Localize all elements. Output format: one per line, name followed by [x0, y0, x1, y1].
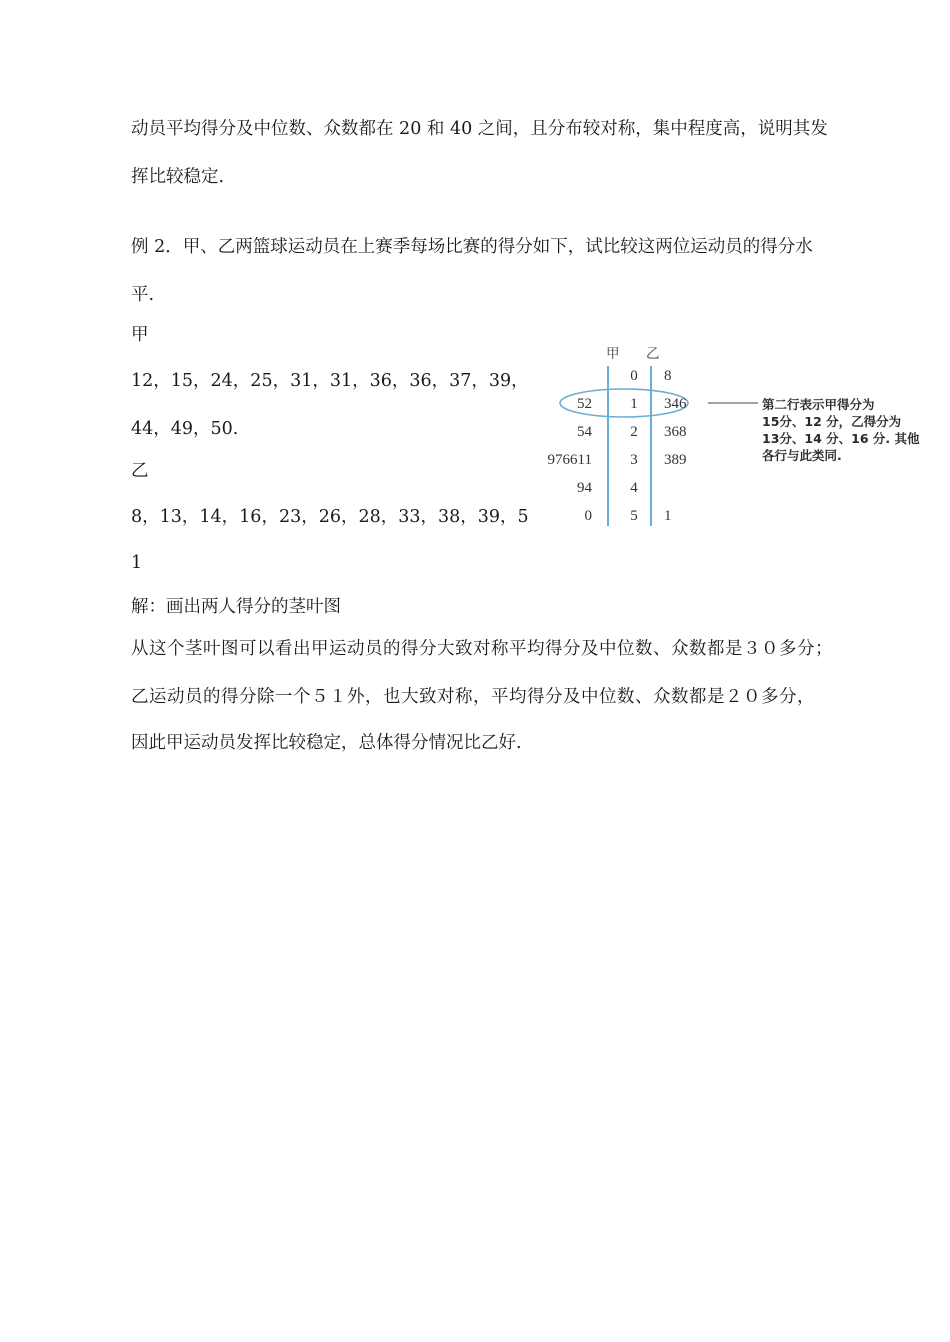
fig-header-jia: 甲 [606, 346, 620, 362]
paragraph-line: 挥比较稳定. [131, 167, 225, 187]
paragraph-line: 从这个茎叶图可以看出甲运动员的得分大致对称平均得分及中位数、众数都是３０多分； [131, 639, 833, 659]
leaf-jia: 94 [577, 480, 592, 496]
paragraph-line: 因此甲运动员发挥比较稳定，总体得分情况比乙好. [131, 733, 522, 753]
leaf-jia: 976611 [547, 452, 592, 468]
paragraph-line: 乙运动员的得分除一个５１外，也大致对称，平均得分及中位数、众数都是２０多分， [131, 687, 815, 707]
stem-digit: 2 [630, 424, 638, 440]
leaf-yi: 1 [664, 508, 672, 524]
leaf-yi: 389 [664, 452, 687, 468]
label-yi: 乙 [131, 461, 149, 481]
leaf-yi: 346 [664, 396, 687, 412]
note-line: 15分、12 分，乙得分为 [762, 414, 902, 429]
fig-header-yi: 乙 [646, 346, 660, 362]
label-jia: 甲 [131, 325, 149, 345]
stem-digit: 5 [630, 508, 638, 524]
stem-digit: 0 [630, 368, 638, 384]
paragraph-line: 动员平均得分及中位数、众数都在 20 和 40 之间，且分布较对称，集中程度高，说明其发 [131, 119, 828, 139]
example-heading: 例 2．甲、乙两篮球运动员在上赛季每场比赛的得分如下，试比较这两位运动员的得分水 [131, 237, 813, 257]
scores-jia: 12，15，24，25，31，31，36，36，37，39， [131, 371, 529, 391]
leaf-jia: 54 [577, 424, 592, 440]
figure-note [762, 396, 920, 464]
stem-digit: 4 [630, 480, 638, 496]
leaf-yi: 368 [664, 424, 687, 440]
scores-yi: 8，13，14，16，23，26，28，33，38，39，5 [131, 507, 529, 527]
note-line: 第二行表示甲得分为 [762, 397, 875, 412]
scores-jia-cont: 44，49，50. [131, 419, 239, 439]
leaf-yi: 8 [664, 368, 672, 384]
scores-yi-cont: 1 [131, 553, 143, 573]
paragraph-line: 平. [131, 285, 155, 305]
stem-digit: 3 [630, 452, 638, 468]
stem-leaf-figure [540, 342, 920, 532]
note-line: 各行与此类同. [762, 448, 842, 463]
solution-heading: 解：画出两人得分的茎叶图 [131, 597, 341, 617]
leaf-jia: 0 [584, 508, 592, 524]
leaf-jia: 52 [577, 396, 592, 412]
note-line: 13分、14 分、16 分. 其他 [762, 431, 920, 446]
stem-digit: 1 [630, 396, 638, 412]
